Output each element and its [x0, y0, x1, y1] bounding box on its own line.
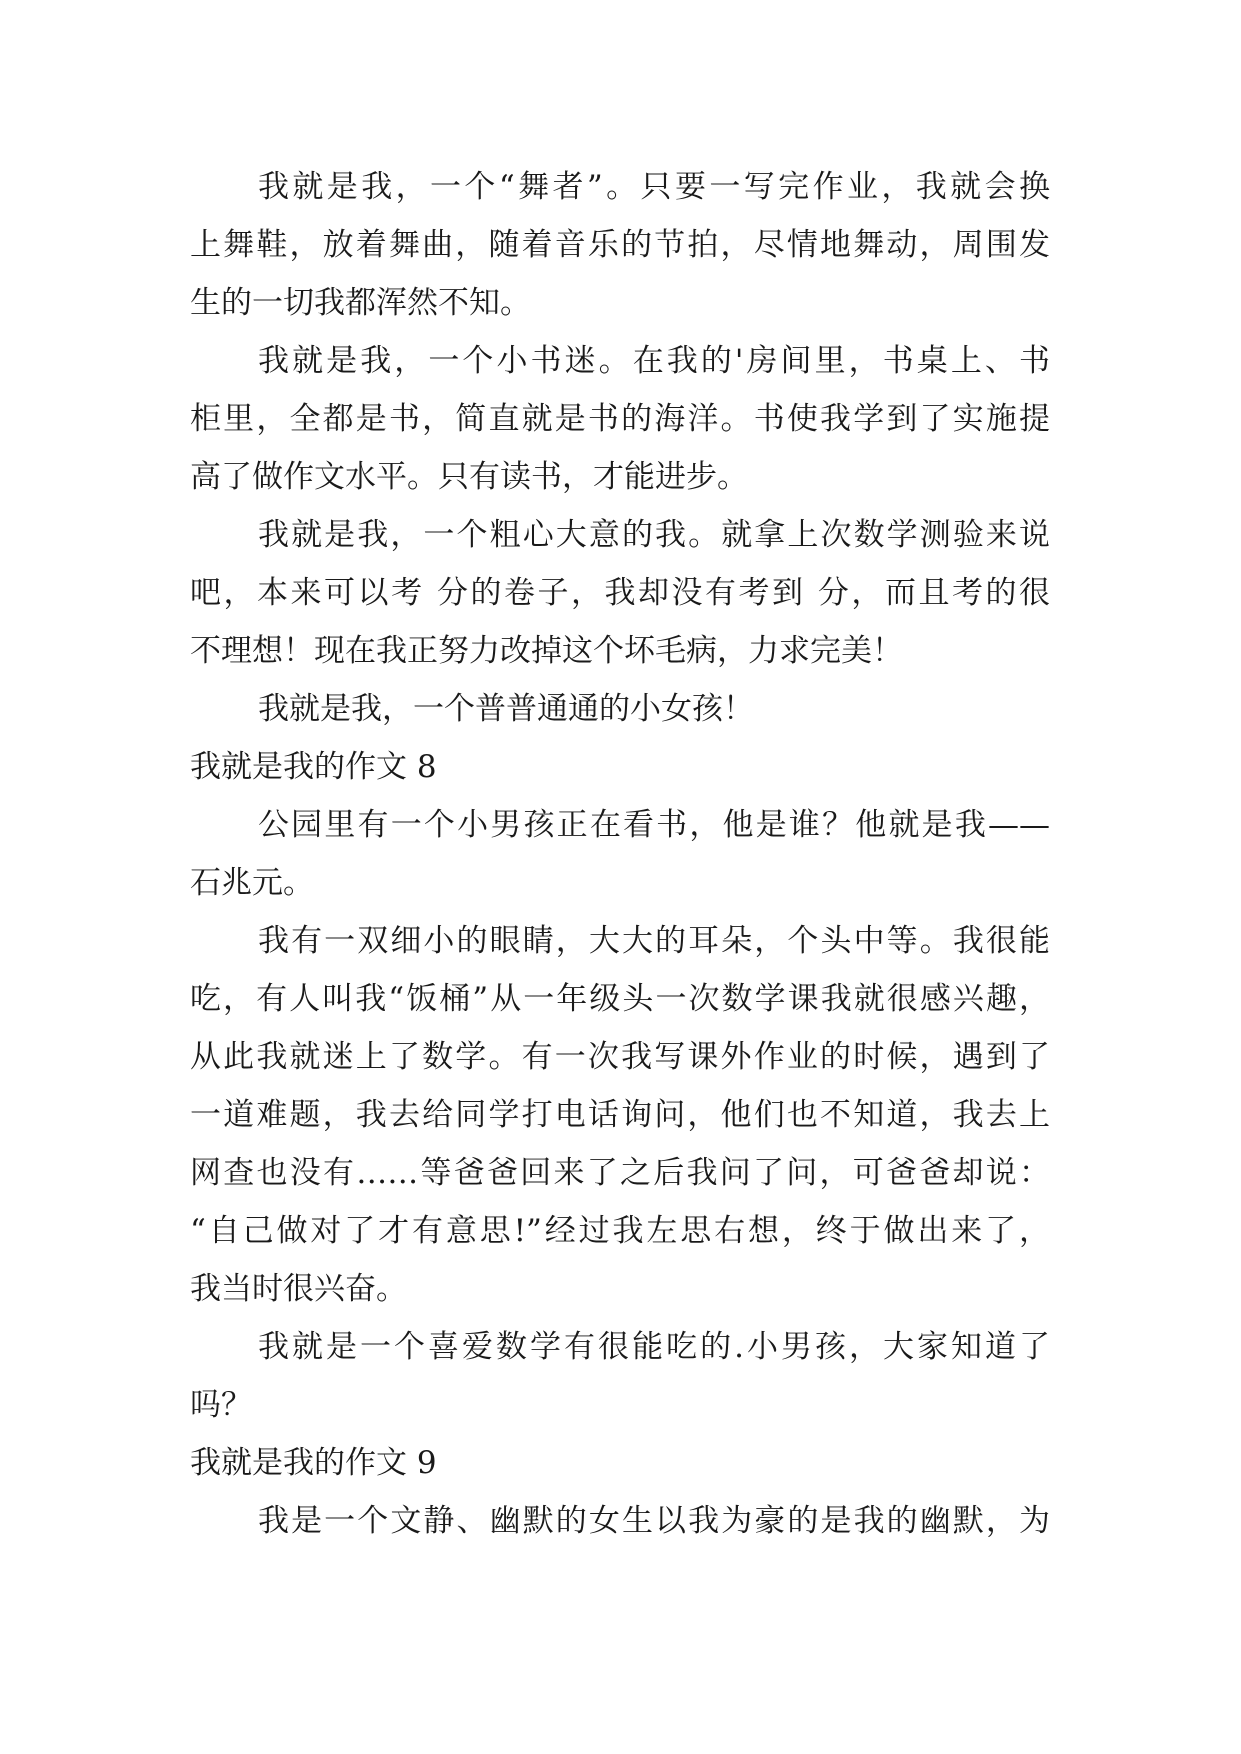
essay-heading-8: 我就是我的作文 8 — [190, 749, 437, 785]
text-line: 我就是我，一个粗心大意的我。就拿上次数学测验来说 — [258, 517, 1050, 553]
text-line: 我是一个文静、幽默的女生以我为豪的是我的幽默，为 — [258, 1503, 1050, 1539]
text-line: 高了做作文水平。只有读书，才能进步。 — [190, 459, 748, 495]
text-line: 网查也没有……等爸爸回来了之后我问了问，可爸爸却说： — [190, 1155, 1050, 1191]
text-line: 公园里有一个小男孩正在看书，他是谁？他就是我—— — [258, 807, 1050, 843]
text-line: 吃，有人叫我“饭桶”从一年级头一次数学课我就很感兴趣， — [190, 981, 1050, 1017]
document-body — [190, 158, 1050, 1550]
text-line: 一道难题，我去给同学打电话询问，他们也不知道，我去上 — [190, 1097, 1050, 1133]
text-line: 吧，本来可以考 分的卷子，我却没有考到 分，而且考的很 — [190, 575, 1050, 611]
text-line: 我就是我，一个“舞者”。只要一写完作业，我就会换 — [258, 169, 1050, 205]
text-line: 我当时很兴奋。 — [190, 1271, 407, 1307]
text-line: 生的一切我都浑然不知。 — [190, 285, 531, 321]
essay-heading-9: 我就是我的作文 9 — [190, 1445, 437, 1481]
text-line: 上舞鞋，放着舞曲，随着音乐的节拍，尽情地舞动，周围发 — [190, 227, 1050, 263]
text-line: 我就是一个喜爱数学有很能吃的.小男孩，大家知道了 — [258, 1329, 1050, 1365]
text-line: 石兆元。 — [190, 865, 314, 901]
text-line: 不理想！现在我正努力改掉这个坏毛病，力求完美！ — [190, 633, 903, 669]
text-line: 吗？ — [190, 1387, 252, 1423]
text-line: 我就是我，一个普普通通的小女孩！ — [258, 691, 754, 727]
text-line: 我就是我，一个小书迷。在我的'房间里，书桌上、书 — [258, 343, 1050, 379]
text-line: 我有一双细小的眼睛，大大的耳朵，个头中等。我很能 — [258, 923, 1050, 959]
text-line: “自己做对了才有意思!”经过我左思右想，终于做出来了， — [190, 1213, 1050, 1249]
text-line: 从此我就迷上了数学。有一次我写课外作业的时候，遇到了 — [190, 1039, 1050, 1075]
text-line: 柜里，全都是书，简直就是书的海洋。书使我学到了实施提 — [190, 401, 1050, 437]
